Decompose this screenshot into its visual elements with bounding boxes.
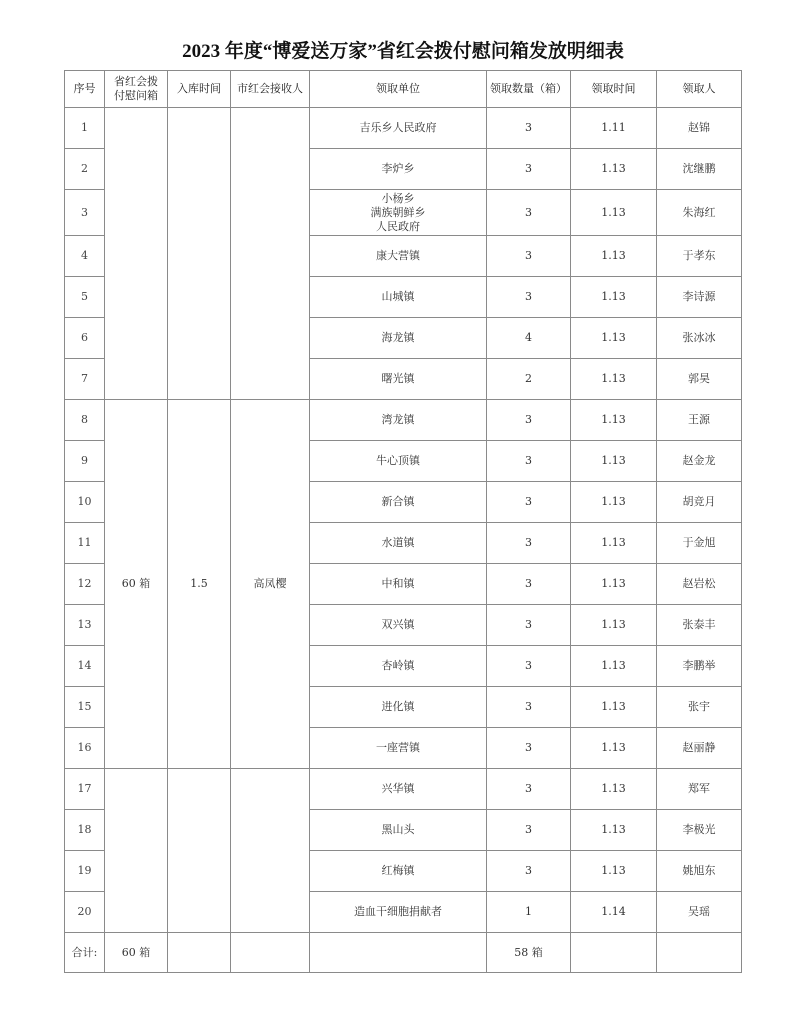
row-number: 10 [65,482,105,523]
person-cell: 张宇 [657,687,742,728]
unit-cell: 红梅镇 [310,851,487,892]
total-empty [231,933,310,973]
receiver-cell-empty [231,769,310,933]
boxes-merged-cell: 60 箱 [105,400,168,769]
row-number: 1 [65,108,105,149]
time-cell: 1.13 [571,851,657,892]
qty-cell: 3 [487,769,571,810]
qty-cell: 3 [487,236,571,277]
unit-cell: 曙光镇 [310,359,487,400]
time-cell: 1.13 [571,441,657,482]
unit-cell: 海龙镇 [310,318,487,359]
unit-cell: 兴华镇 [310,769,487,810]
header-storage-date: 入库时间 [168,71,231,108]
qty-cell: 1 [487,892,571,933]
time-cell: 1.13 [571,236,657,277]
receiver-merged-cell: 高凤樱 [231,400,310,769]
time-cell: 1.13 [571,277,657,318]
person-cell: 赵岩松 [657,564,742,605]
person-cell: 于金旭 [657,523,742,564]
row-number: 6 [65,318,105,359]
qty-cell: 3 [487,728,571,769]
time-cell: 1.11 [571,108,657,149]
person-cell: 李诗源 [657,277,742,318]
header-qty: 领取数量（箱） [487,71,571,108]
person-cell: 王源 [657,400,742,441]
row-number: 12 [65,564,105,605]
time-cell: 1.13 [571,605,657,646]
table-row [65,769,742,810]
unit-cell: 杏岭镇 [310,646,487,687]
person-cell: 姚旭东 [657,851,742,892]
total-label: 合计: [65,933,105,973]
row-number: 15 [65,687,105,728]
row-number: 4 [65,236,105,277]
row-number: 17 [65,769,105,810]
unit-cell: 吉乐乡人民政府 [310,108,487,149]
unit-cell: 一座营镇 [310,728,487,769]
qty-cell: 3 [487,277,571,318]
total-empty [657,933,742,973]
header-person: 领取人 [657,71,742,108]
table-row [65,108,742,149]
time-cell: 1.13 [571,687,657,728]
qty-cell: 3 [487,190,571,236]
person-cell: 于孝东 [657,236,742,277]
total-empty [310,933,487,973]
unit-cell: 湾龙镇 [310,400,487,441]
header-boxes: 省红会拨 付慰问箱 [105,71,168,108]
table-row [65,400,742,441]
storage-date-cell-empty [168,769,231,933]
person-cell: 李鹏举 [657,646,742,687]
boxes-cell-empty [105,108,168,400]
unit-cell: 水道镇 [310,523,487,564]
time-cell: 1.13 [571,318,657,359]
qty-cell: 3 [487,482,571,523]
storage-date-cell-empty [168,108,231,400]
total-qty: 58 箱 [487,933,571,973]
unit-cell: 进化镇 [310,687,487,728]
qty-cell: 3 [487,441,571,482]
time-cell: 1.13 [571,728,657,769]
time-cell: 1.13 [571,359,657,400]
row-number: 20 [65,892,105,933]
distribution-table [64,70,742,973]
qty-cell: 3 [487,687,571,728]
row-number: 8 [65,400,105,441]
unit-cell: 新合镇 [310,482,487,523]
time-cell: 1.13 [571,564,657,605]
qty-cell: 3 [487,149,571,190]
unit-cell: 山城镇 [310,277,487,318]
qty-cell: 3 [487,523,571,564]
storage-date-merged-cell: 1.5 [168,400,231,769]
time-cell: 1.13 [571,482,657,523]
unit-cell: 小杨乡 满族朝鲜乡 人民政府 [310,190,487,236]
person-cell: 李极光 [657,810,742,851]
row-number: 18 [65,810,105,851]
unit-cell: 双兴镇 [310,605,487,646]
person-cell: 赵金龙 [657,441,742,482]
qty-cell: 3 [487,564,571,605]
qty-cell: 3 [487,605,571,646]
person-cell: 张冰冰 [657,318,742,359]
person-cell: 胡竞月 [657,482,742,523]
qty-cell: 3 [487,400,571,441]
row-number: 14 [65,646,105,687]
header-row [65,71,742,108]
header-unit: 领取单位 [310,71,487,108]
unit-cell: 造血干细胞捐献者 [310,892,487,933]
row-number: 9 [65,441,105,482]
receiver-cell-empty [231,108,310,400]
qty-cell: 3 [487,810,571,851]
time-cell: 1.13 [571,769,657,810]
time-cell: 1.13 [571,190,657,236]
time-cell: 1.13 [571,149,657,190]
total-empty [571,933,657,973]
qty-cell: 3 [487,108,571,149]
row-number: 2 [65,149,105,190]
page-title: 2023 年度“博爱送万家”省红会拨付慰问箱发放明细表 [182,41,624,62]
person-cell: 沈继鹏 [657,149,742,190]
total-boxes: 60 箱 [105,933,168,973]
person-cell: 张泰丰 [657,605,742,646]
qty-cell: 4 [487,318,571,359]
qty-cell: 3 [487,851,571,892]
person-cell: 朱海红 [657,190,742,236]
time-cell: 1.13 [571,646,657,687]
time-cell: 1.13 [571,523,657,564]
time-cell: 1.13 [571,810,657,851]
row-number: 7 [65,359,105,400]
header-time: 领取时间 [571,71,657,108]
total-row [65,933,742,973]
person-cell: 郭昊 [657,359,742,400]
person-cell: 郑军 [657,769,742,810]
row-number: 19 [65,851,105,892]
time-cell: 1.14 [571,892,657,933]
row-number: 16 [65,728,105,769]
time-cell: 1.13 [571,400,657,441]
qty-cell: 3 [487,646,571,687]
person-cell: 吴瑶 [657,892,742,933]
person-cell: 赵锦 [657,108,742,149]
unit-cell: 牛心顶镇 [310,441,487,482]
header-receiver: 市红会接收人 [231,71,310,108]
boxes-cell-empty [105,769,168,933]
qty-cell: 2 [487,359,571,400]
unit-cell: 中和镇 [310,564,487,605]
total-empty [168,933,231,973]
unit-cell: 李炉乡 [310,149,487,190]
row-number: 13 [65,605,105,646]
unit-cell: 黑山头 [310,810,487,851]
unit-cell: 康大营镇 [310,236,487,277]
row-number: 5 [65,277,105,318]
person-cell: 赵丽静 [657,728,742,769]
row-number: 3 [65,190,105,236]
header-seq: 序号 [65,71,105,108]
row-number: 11 [65,523,105,564]
